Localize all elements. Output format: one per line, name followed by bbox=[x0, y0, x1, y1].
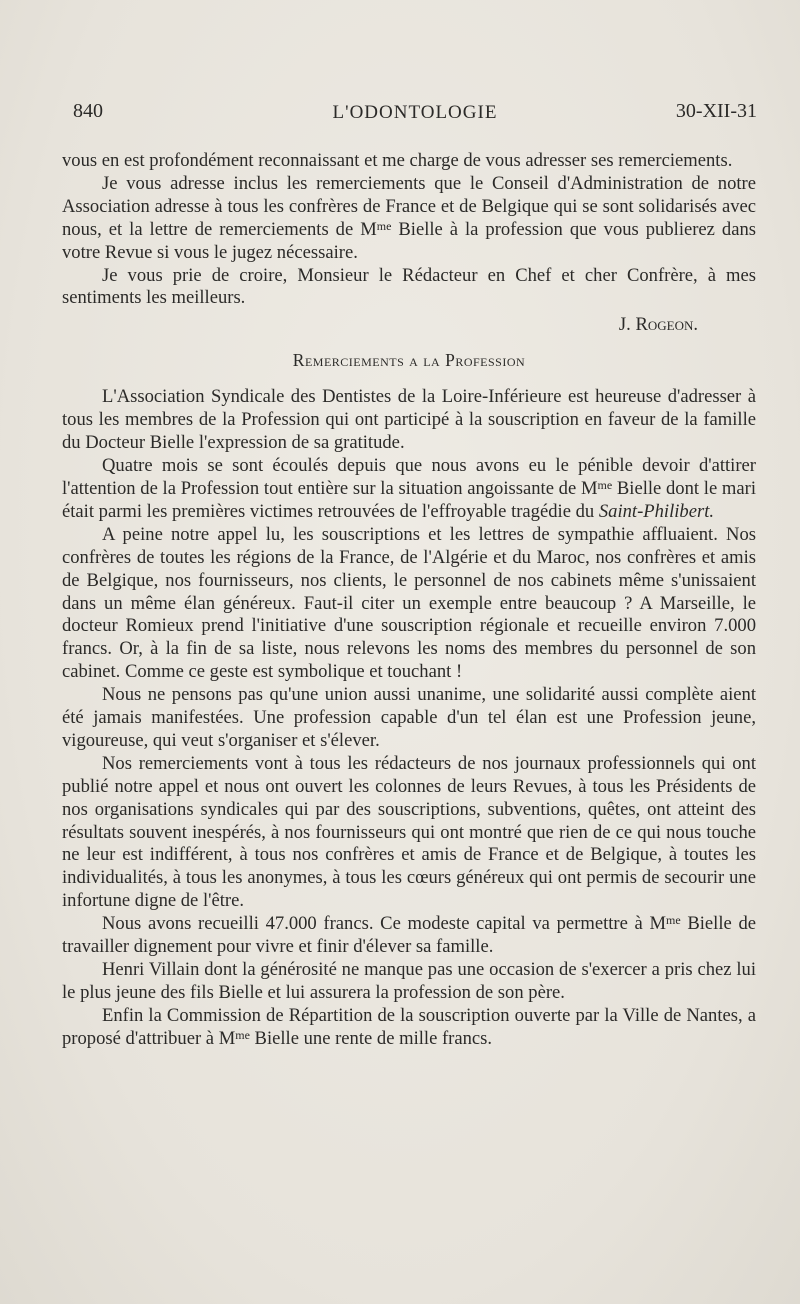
text-run: Bielle une rente de mille francs. bbox=[249, 1027, 493, 1049]
running-header bbox=[73, 100, 757, 128]
superscript: me bbox=[666, 913, 681, 928]
letter-paragraph bbox=[62, 173, 756, 265]
text-run: Je vous adresse inclus les remerciements que le Conseil d'Administration de notre Association adresse à tous les confrères de France et de Belgique qui se sont solidarisés avec nous, et la lettre de remerciements de M bbox=[62, 172, 756, 240]
article-paragraph: Henri Villain dont la générosité ne manque pas une occasion de s'exercer a pris chez lui le plus jeune des fils Bielle et lui assurera la profession de son père. bbox=[62, 959, 756, 1003]
text-run: Enfin la Commission de Répartition de la souscription ouverte par la Ville de Nantes, a proposé d'attribuer à M bbox=[62, 1004, 756, 1049]
signature-name: Rogeon. bbox=[635, 314, 698, 336]
signature-initial: J. bbox=[618, 314, 636, 336]
text-run: Bielle de travailler dignement pour vivre et finir d'élever sa famille. bbox=[62, 913, 756, 958]
signature bbox=[62, 312, 698, 338]
page-number: 840 bbox=[73, 100, 103, 122]
article-paragraph: A peine notre appel lu, les souscriptions et les lettres de sympathie affluaient. Nos confrères de toutes les régions de la France, de l'Algérie et du Maroc, nos confrères et amis de Belgique, nos fournisseurs, nos clients, le personnel de nos cabinets même s'unissaient dans un même élan généreux. Faut-il citer un exemple entre beaucoup ? A Marseille, le docteur Romieux prend l'initiative d'une souscription régionale et recueille environ 7.000 francs. Or, à la fin de sa liste, nous relevons les noms des membres du personnel de son cabinet. Comme ce geste est symbolique et touchant ! bbox=[62, 523, 756, 683]
page-body bbox=[62, 150, 756, 1051]
ship-name: Saint-Philibert. bbox=[598, 500, 715, 522]
superscript: me bbox=[235, 1027, 250, 1042]
text-run: Bielle dont le mari était parmi les premières victimes retrouvées de l'effroyable tragédie du bbox=[62, 477, 756, 522]
text-run: Nous avons recueilli 47.000 francs. Ce modeste capital va permettre à M bbox=[102, 913, 666, 935]
section-title: Remerciements a la Profession bbox=[292, 350, 526, 371]
article-paragraph bbox=[62, 913, 756, 959]
article-paragraph bbox=[62, 455, 756, 524]
journal-title: L'ODONTOLOGIE bbox=[332, 102, 498, 123]
superscript: me bbox=[597, 477, 613, 492]
text-run: Bielle à la profession que vous publierez dans votre Revue si vous le jugez nécessaire. bbox=[62, 218, 756, 263]
letter-paragraph: Je vous prie de croire, Monsieur le Rédacteur en Chef et cher Confrère, à mes sentiments les meilleurs. bbox=[62, 264, 756, 309]
article-paragraph bbox=[62, 1005, 756, 1051]
issue-date: 30-XII-31 bbox=[675, 100, 757, 122]
text-run: Quatre mois se sont écoulés depuis que nous avons eu le pénible devoir d'attirer l'attention de la Profession tout entière sur la situation angoissante de M bbox=[62, 455, 756, 499]
article-paragraph: Nous ne pensons pas qu'une union aussi unanime, une solidarité aussi complète aient été jamais manifestées. Une profession capable d'un tel élan est une Profession jeune, vigoureuse, qui veut s'organiser et s'élever. bbox=[62, 684, 756, 751]
article-paragraph: Nos remerciements vont à tous les rédacteurs de nos journaux professionnels qui ont publié notre appel et nous ont ouvert les colonnes de leurs Revues, à tous les Présidents de nos organisations syndicales qui par des souscriptions, subventions, quêtes, ont atteint des résultats souvent inespérés, à nos fournisseurs qui ont montré que rien de ce qui nous touche ne leur est indifférent, à tous nos confrères et amis de France et de Belgique, à toutes les individualités, à tous les anonymes, à tous les cœurs généreux qui ont permis de secourir une infortune digne de l'être. bbox=[62, 752, 756, 912]
article-paragraph: L'Association Syndicale des Dentistes de la Loire-Inférieure est heureuse d'adresser à tous les membres de la Profession qui ont participé à la souscription en faveur de la famille du Docteur Bielle l'expression de sa gratitude. bbox=[62, 386, 756, 454]
superscript: me bbox=[376, 218, 392, 233]
letter-paragraph: vous en est profondément reconnaissant et me charge de vous adresser ses remerciements. bbox=[62, 150, 733, 171]
